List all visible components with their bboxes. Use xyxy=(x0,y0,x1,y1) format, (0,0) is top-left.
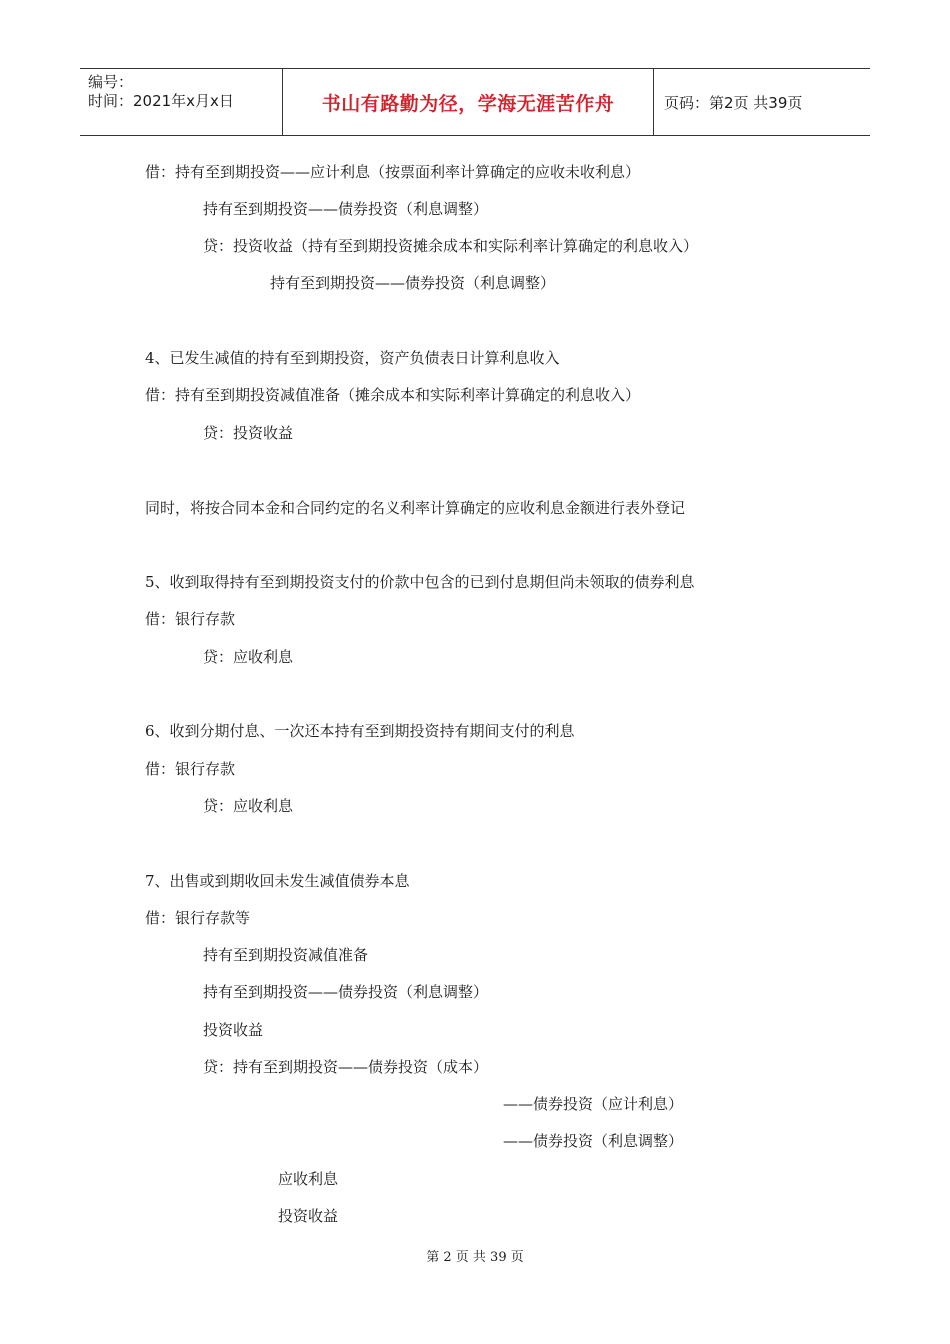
body-line: 贷：持有至到期投资——债券投资（成本） xyxy=(203,1058,489,1076)
page-footer xyxy=(0,1246,950,1265)
header-page-cell xyxy=(654,69,870,135)
body-line: 持有至到期投资——债券投资（利息调整） xyxy=(203,200,489,218)
body-line: 同时，将按合同本金和合同约定的名义利率计算确定的应收利息金额进行表外登记 xyxy=(145,499,686,517)
body-line: 贷：应收利息 xyxy=(203,648,294,666)
section-heading: 7、出售或到期收回未发生减值债券本息 xyxy=(145,872,410,890)
body-line: 借：银行存款 xyxy=(145,760,236,778)
header-page-label: 页码：第2页 共39页 xyxy=(664,93,803,112)
body-line: 投资收益 xyxy=(203,1021,264,1039)
body-line: 借：持有至到期投资——应计利息（按票面利率计算确定的应收未收利息） xyxy=(145,163,641,181)
body-line: ——债券投资（应计利息） xyxy=(503,1095,684,1113)
body-line: 应收利息 xyxy=(278,1170,339,1188)
section-heading: 4、已发生减值的持有至到期投资，资产负债表日计算利息收入 xyxy=(145,349,560,367)
header-motto-cell xyxy=(282,69,654,135)
body-line: 持有至到期投资——债券投资（利息调整） xyxy=(203,983,489,1001)
body-line: ——债券投资（利息调整） xyxy=(503,1132,684,1150)
body-line: 贷：投资收益 xyxy=(203,424,294,442)
body-line: 借：持有至到期投资减值准备（摊余成本和实际利率计算确定的利息收入） xyxy=(145,386,641,404)
section-heading: 6、收到分期付息、一次还本持有至到期投资持有期间支付的利息 xyxy=(145,722,575,740)
body-line: 借：银行存款 xyxy=(145,610,236,628)
header-meta xyxy=(80,69,282,135)
document-number-label: 编号： xyxy=(88,73,134,91)
document-date-label: 时间：2021年x月x日 xyxy=(88,92,234,110)
page-header xyxy=(80,68,870,136)
header-motto: 书山有路勤为径，学海无涯苦作舟 xyxy=(321,92,615,115)
body-line: 贷：投资收益（持有至到期投资摊余成本和实际利率计算确定的利息收入） xyxy=(203,237,699,255)
body-line: 借：银行存款等 xyxy=(145,909,251,927)
body-line: 持有至到期投资——债券投资（利息调整） xyxy=(270,274,556,292)
section-heading: 5、收到取得持有至到期投资支付的价款中包含的已到付息期但尚未领取的债券利息 xyxy=(145,573,695,591)
footer-page-number: 第 2 页 共 39 页 xyxy=(426,1250,524,1265)
body-line: 持有至到期投资减值准备 xyxy=(203,946,369,964)
body-line: 贷：应收利息 xyxy=(203,797,294,815)
body-line: 投资收益 xyxy=(278,1207,339,1225)
